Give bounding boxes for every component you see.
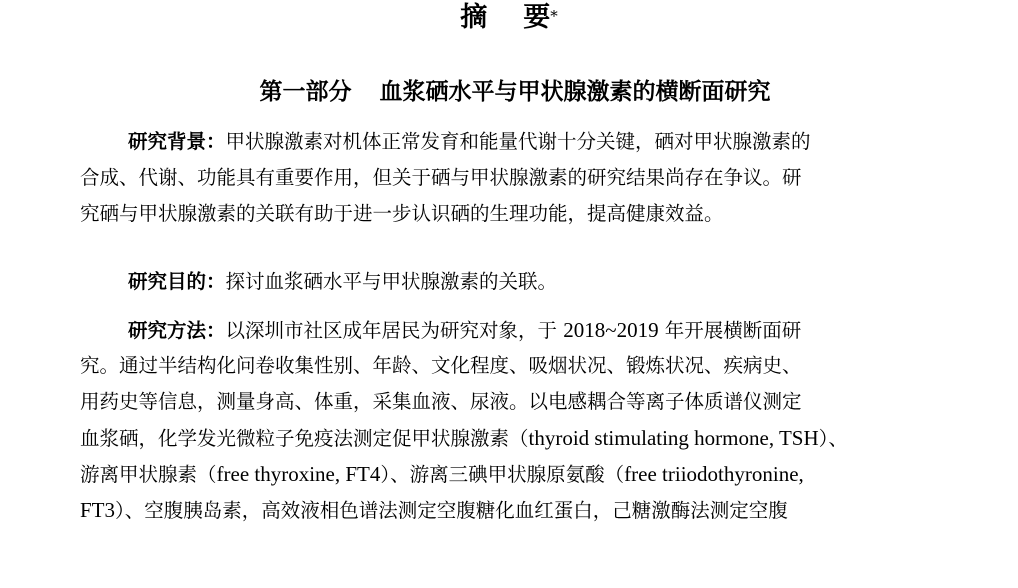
- methods-ft3-term: free triiodothyronine,: [624, 462, 804, 486]
- methods-line-4b: ）、: [818, 427, 848, 450]
- methods-year: 2018~2019: [563, 318, 659, 342]
- background-line-2: 合成、代谢、功能具有重要作用，但关于硒与甲状腺激素的研究结果尚存在争议。研: [80, 166, 802, 189]
- background-line-3: 究硒与甲状腺激素的关联有助于进一步认识硒的生理功能，提高健康效益。: [80, 202, 724, 225]
- methods-line-1a: 以深圳市社区成年居民为研究对象，于: [225, 319, 564, 342]
- background-paragraph: [80, 124, 960, 232]
- section-part-label: 第一部分: [259, 79, 352, 105]
- objective-text: 探讨血浆硒水平与甲状腺激素的关联。: [225, 270, 558, 293]
- background-line-1: 甲状腺激素对机体正常发育和能量代谢十分关键，硒对甲状腺激素的: [225, 130, 811, 153]
- methods-line-5b: ）、游离三碘甲状腺原氨酸（: [380, 463, 625, 486]
- abstract-title: [0, 0, 1018, 36]
- methods-tsh-term: thyroid stimulating hormone, TSH: [528, 426, 819, 450]
- objective-paragraph: [80, 264, 960, 300]
- methods-line-4a: 血浆硒，化学发光微粒子免疫法测定促甲状腺激素（: [80, 427, 529, 450]
- section-heading: [0, 76, 1018, 108]
- methods-ft4-term: free thyroxine, FT4: [216, 462, 381, 486]
- methods-label: 研究方法：: [128, 319, 226, 342]
- methods-line-5a: 游离甲状腺素（: [80, 463, 217, 486]
- methods-line-2: 究。通过半结构化问卷收集性别、年龄、文化程度、吸烟状况、锻炼状况、疾病史、: [80, 354, 802, 377]
- methods-line-3: 用药史等信息，测量身高、体重，采集血液、尿液。以电感耦合等离子体质谱仪测定: [80, 390, 802, 413]
- methods-paragraph: [80, 312, 960, 528]
- section-title: 血浆硒水平与甲状腺激素的横断面研究: [379, 79, 771, 105]
- methods-ft3-abbr: FT3: [80, 498, 116, 522]
- abstract-title-char-2: 要: [523, 2, 551, 33]
- abstract-title-char-1: 摘: [460, 2, 488, 33]
- methods-line-6b: ）、空腹胰岛素，高效液相色谱法测定空腹糖化血红蛋白，己糖激酶法测定空腹: [115, 499, 788, 522]
- background-label: 研究背景：: [128, 130, 226, 153]
- objective-label: 研究目的：: [128, 270, 226, 293]
- methods-line-1b: 年开展横断面研: [658, 319, 802, 342]
- footnote-mark: *: [550, 7, 558, 25]
